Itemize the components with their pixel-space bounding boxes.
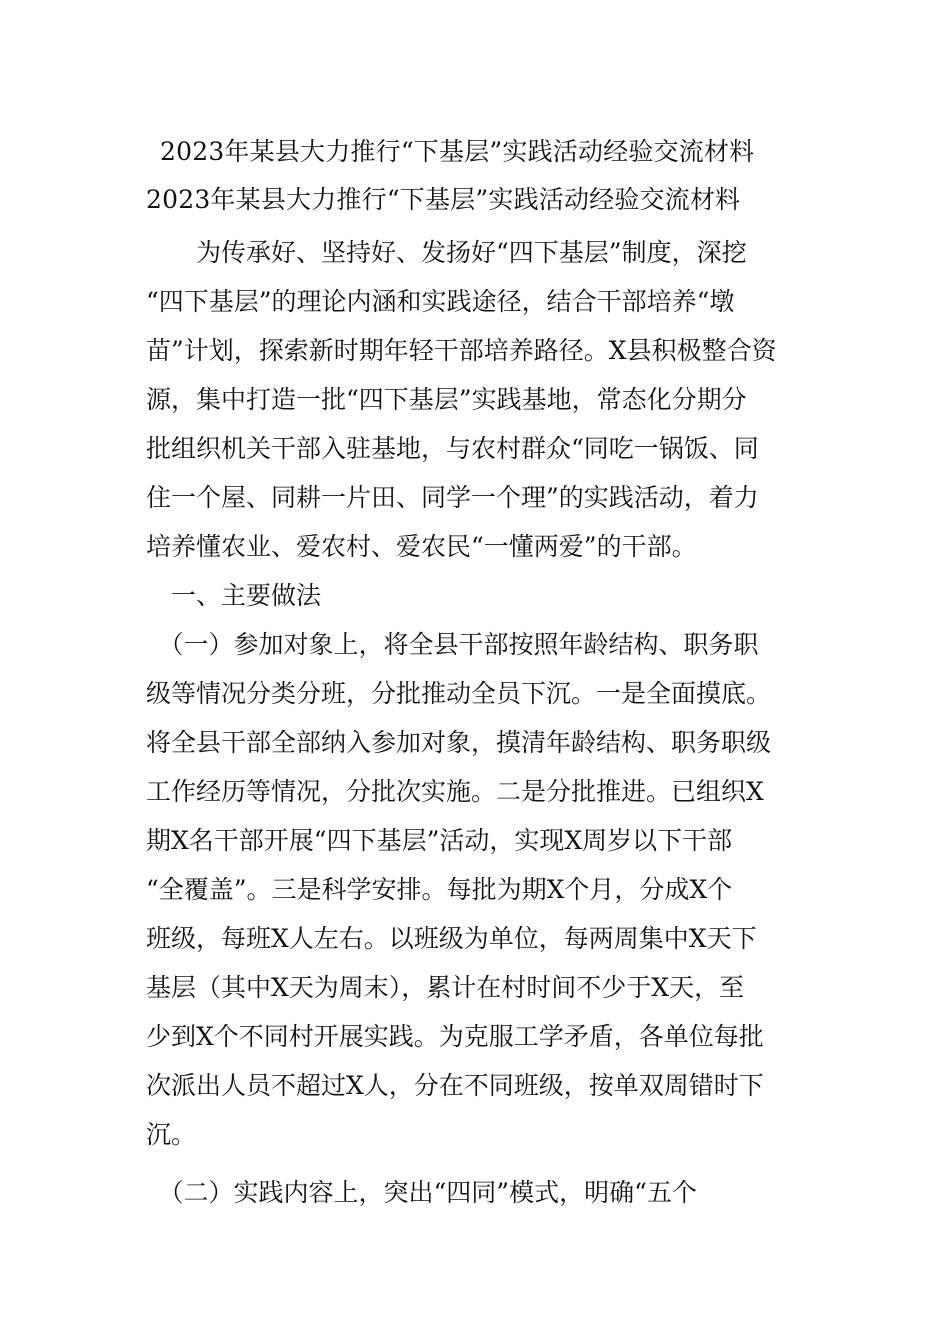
text-line: 基层（其中X天为周末），累计在村时间不少于X天，至 bbox=[146, 973, 745, 1002]
text-line: 班级，每班X人左右。以班级为单位，每两周集中X天下 bbox=[146, 924, 757, 953]
document-title-repeat: 2023年某县大力推行“下基层”实践活动经验交流材料 bbox=[146, 185, 741, 214]
text-line: 次派出人员不超过X人，分在不同班级，按单双周错时下 bbox=[146, 1071, 764, 1100]
text-line: 培养懂农业、爱农村、爱农民“一懂两爱”的干部。 bbox=[146, 532, 697, 561]
text-line: 住一个屋、同耕一片田、同学一个理”的实践活动，着力 bbox=[146, 483, 759, 512]
text-line: 级等情况分类分班，分批推动全员下沉。一是全面摸底。 bbox=[146, 679, 772, 708]
text-line: 少到X个不同村开展实践。为克服工学矛盾，各单位每批 bbox=[146, 1022, 764, 1051]
text-line: 期X名干部开展“四下基层”活动，实现X周岁以下干部 bbox=[146, 826, 733, 855]
section-heading: 一、主要做法 bbox=[146, 581, 322, 610]
text-line: 将全县干部全部纳入参加对象，摸清年龄结构、职务职级 bbox=[146, 728, 772, 757]
text-line: 批组织机关干部入驻基地，与农村群众“同吃一锅饭、同 bbox=[146, 434, 759, 463]
text-line: 苗”计划，探索新时期年轻干部培养路径。X县积极整合资 bbox=[146, 336, 777, 365]
document-title: 2023年某县大力推行“下基层”实践活动经验交流材料 bbox=[160, 137, 755, 166]
text-line: 工作经历等情况，分批次实施。二是分批推进。已组织X bbox=[146, 777, 764, 806]
text-line: 沉。 bbox=[146, 1120, 197, 1149]
text-line: “全覆盖”。三是科学安排。每批为期X个月，分成X个 bbox=[146, 875, 733, 904]
text-line: 为传承好、坚持好、发扬好“四下基层”制度，深挖 bbox=[146, 238, 747, 267]
text-line: “四下基层”的理论内涵和实践途径，结合干部培养“墩 bbox=[146, 287, 735, 316]
paragraph-gap bbox=[146, 1159, 810, 1168]
text-line: （一）参加对象上，将全县干部按照年龄结构、职务职 bbox=[146, 630, 759, 659]
document-body bbox=[146, 228, 810, 1217]
text-line: （二）实践内容上，突出“四同”模式，明确“五个 bbox=[146, 1178, 697, 1207]
text-line: 源，集中打造一批“四下基层”实践基地，常态化分期分 bbox=[146, 385, 747, 414]
